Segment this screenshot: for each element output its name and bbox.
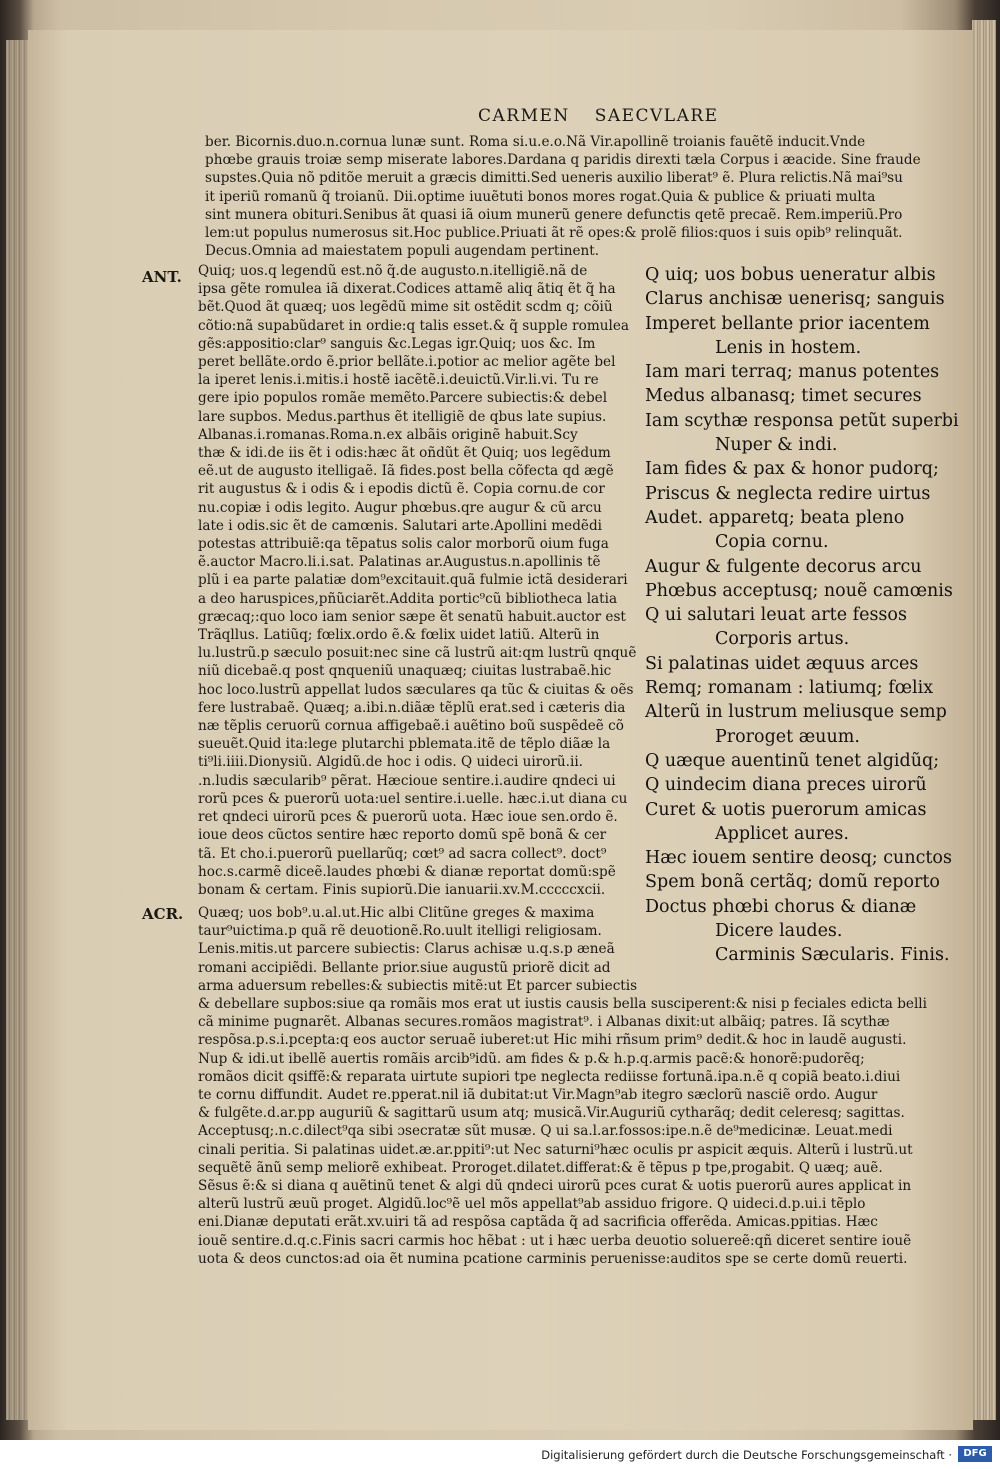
poem-verse: Q uæque auentinũ tenet algidũq; [645,750,940,771]
commentary-line: cinali peritia. Si palatinas uidet.æ.ar.ppiti⁹:ut Nec saturni⁹hæc oculis pr aspicit æquis. Alterũ i lustrũ.ut [198,1141,913,1158]
commentary-line: Trãqllus. Latiũq; fœlix.ordo ẽ.& fœlix uidet latiũ. Alterũ in [198,627,600,644]
commentary-line: niũ dicebaẽ.q post qnqueniũ unaquæq; ciuitas lustrabaẽ.hic [198,663,612,680]
commentary-line: Quæq; uos bob⁹.u.al.ut.Hic albi Clitũne greges & maxima [198,905,595,921]
commentary-line: romãos dicit qsiffẽ:& reparata uirtute supiori tpe neglecta rediisse fortunã.ipa.n.ẽ q copiã beato.i.diui [198,1068,901,1085]
commentary-line: lu.lustrũ.p sæculo posuit:nec sine cã lustrũ ait:qm lustrũ qnquẽ [198,645,637,662]
poem-verse: Medus albanasq; timet secures [645,386,922,407]
commentary-line: & fulgẽte.d.ar.pp auguriũ & sagittarũ usum atq; musicã.Vir.Auguriũ cytharãq; dedit celeresq; sagittas. [198,1105,905,1122]
commentary-line: cõtio:nã supabũdaret in ordie:q talis esset.& q̃ supple romulea [198,317,629,334]
commentary-line: Lenis.mitis.ut parcere subiectis: Clarus achisæ u.q.s.p æneã [198,941,615,958]
poem-verse: Applicet aures. [715,823,849,844]
commentary-line: bẽt.Quod ãt quæq; uos legẽdũ mime sit ostẽdit scdm q; cõiũ [198,299,613,316]
commentary-line: gere ipio populos romãe memẽto.Parcere subiectis:& debel [198,390,608,407]
poem-verse: Q uiq; uos bobus ueneratur albis [645,265,936,285]
poem-verse: Lenis in hostem. [715,337,862,358]
poem-verse: Alterũ in lustrum meliusque semp [645,702,947,723]
commentary-line: taur⁹uictima.p quã rẽ deuotionẽ.Ro.uult itelligi religiosam. [198,923,602,940]
commentary-line: rit augustus & i odis & i epodis dictũ ẽ. Copia cornu.de cor [198,481,605,498]
poem-verse: Imperet bellante prior iacentem [645,313,930,334]
commentary-line: ipsa gẽte romulea iã dixerat.Codices attamẽ aliq ãtiq ẽt q̃ ha [198,281,616,298]
margin-label-acr: ACR. [142,905,184,923]
commentary-line: tã. Et cho.i.puerorũ puellarũq; cœt⁹ ad sacra collect⁹. doct⁹ [198,845,607,862]
poem-verse: Nuper & indi. [715,435,838,456]
commentary-line: Sẽsus ẽ:& si diana q auẽtinũ tenet & algi dũ qndeci uirorũ pces curat & uotis puerorũ aures applicat in [198,1178,912,1195]
commentary-line: uota & deos cunctos:ad oia ẽt numina pcatione carminis peruenisse:auditos spe se certe domũ reuerti. [198,1250,908,1267]
poem-verse: Iam scythæ responsa petũt superbi [645,410,959,431]
commentary-top [205,133,940,260]
commentary-line: Acceptusq;.n.c.dilect⁹qa sibi ɔsecratæ sũt musæ. Q ui sa.l.ar.fossos:ipe.n.ẽ de⁹medicinæ. Leuat.medi [198,1123,893,1140]
commentary-line: Albanas.i.romanas.Roma.n.ex albãis originẽ habuit.Scy [198,426,578,443]
footer-credit: Digitalisierung gefördert durch die Deutsche Forschungsgemeinschaft · [541,1448,952,1462]
poem-verse: Priscus & neglecta redire uirtus [645,483,931,504]
poem-verse: Proroget æuum. [715,726,860,747]
dfg-logo-icon: DFG [958,1446,992,1462]
commentary-line: fere lustrabaẽ. Quæq; a.ibi.n.diãæ tẽplũ erat.sed i cæteris dia [198,699,626,716]
commentary-line: ber. Bicornis.duo.n.cornua lunæ sunt. Roma si.u.e.o.Nã Vir.apollinẽ troianis fauẽtẽ inducit.Vnde [205,134,866,150]
header-left: CARMEN [478,106,570,126]
poem-verse: Remq; romanam : latiumq; fœlix [645,678,934,699]
commentary-line: romani accipiẽdi. Bellante prior.siue augustũ priorẽ dicit ad [198,959,611,976]
commentary-line: respõsa.p.s.i.pcepta:q eos auctor seruaẽ iuberet:ut Hic mihi rñsum prim⁹ dedit.& hoc in laudẽ augusti. [198,1032,907,1049]
commentary-line: rorũ pces & puerorũ uota:uel sentire.i.uelle. hæc.i.ut diana cu [198,790,628,807]
commentary-line: Nup & idi.ut ibellẽ auertis romãis arcib⁹idũ. am fides & p.& h.p.q.armis pacẽ:& honorẽ:pudorẽq; [198,1050,865,1067]
poem-verse: Carminis Sæcularis. Finis. [715,945,950,966]
left-page-edges [6,40,28,1420]
commentary-line: peret bellãte.ordo ẽ.prior bellãte.i.potior ac melior agẽte bel [198,354,616,371]
commentary-line: arma aduersum rebelles:& subiectis mitẽ:ut Et parcer subiectis [198,977,638,994]
commentary-line: græcaq;:quo loco iam senior sæpe ẽt senatũ habuit.auctor est [198,608,626,625]
commentary-line: .n.ludis sæcularib⁹ pẽrat. Hæcioue sentire.i.audire qndeci ui [198,772,616,789]
poem-verse: Si palatinas uidet æquus arces [645,653,919,674]
poem-verse: Q ui salutari leuat arte fessos [645,605,907,626]
commentary-line: it iperiũ romanũ q̃ troianũ. Dii.optime iuuẽtuti bonos mores rogat.Quia & publice & priuati multa [205,188,876,205]
commentary-line: nu.copiæ i odis legito. Augur phœbus.qre augur & cũ arcu [198,499,602,516]
commentary-line: sint munera obituri.Senibus ãt quasi iã oium munerũ genere defunctis qetẽ precaẽ. Rem.imperiũ.Pro [205,206,903,223]
poem-verse: Doctus phœbi chorus & dianæ [645,896,917,917]
commentary-line: plũ i ea parte palatiæ dom⁹excitauit.quã fulmie ictã desiderari [198,572,628,589]
commentary-line: eni.Dianæ deputati erãt.xv.uiri tã ad respõsa captãda q̃ ad sacrificia offerẽda. Amicas.ppitias. Hæc [198,1214,878,1231]
commentary-line: phœbe grauis troiæ semp miserate labores.Dardana q paridis direxti tæla Corpus i æacide. Sine fraude [205,152,921,169]
commentary-line: te cornu diffundit. Audet re.pperat.nil iã dubitat:ut Vir.Magn⁹ab itegro sæclorũ nasciẽ ordo. Augur [198,1087,878,1104]
commentary-line: cã minime pugnarẽt. Albanas secures.romãos magistrat⁹. i Albanas dixit:ut albãiq; patres. Iã scythæ [198,1014,890,1031]
commentary-bottom [198,904,950,1268]
commentary-line: ti⁹li.iiii.Dionysiũ. Algidũ.de hoc i odis. Q uideci uirorũ.ii. [198,754,583,771]
poem-verse: Phœbus acceptusq; nouẽ camœnis [645,580,953,601]
margin-label-ant: ANT. [142,268,182,286]
commentary-line: alterũ lustrũ æuũ proget. Algidũ.loc⁹ẽ uel mõs appellat⁹ab assiduo frigore. Q uideci.d.p.ui.i tẽplo [198,1196,866,1213]
commentary-line: sequẽtẽ ãnũ semp meliorẽ exhibeat. Proroget.dilatet.differat:& ẽ tẽpus p tpe,progabit. Q uæq; auẽ. [198,1159,883,1176]
poem-verse: Copia cornu. [715,532,829,553]
commentary-line: ẽ.auctor Macro.li.i.sat. Palatinas ar.Augustus.n.apollinis tẽ [198,554,601,571]
commentary-line: a deo haruspices,pñũciarẽt.Addita portic⁹cũ bibliotheca latia [198,590,618,607]
poem-verse: Hæc iouem sentire deosq; cunctos [645,848,952,869]
right-page-edges [972,20,996,1420]
commentary-line: gẽs:appositio:clar⁹ sanguis &c.Legas igr.Quiq; uos &c. Im [198,335,596,352]
commentary-line: lare supbos. Medus.parthus ẽt itelligiẽ de qbus late supius. [198,408,607,425]
poem-verse: Corporis artus. [715,629,850,650]
commentary-line: sueuẽt.Quid ita:lege plutarchi pblemata.itẽ de tẽplo diãæ la [198,736,611,753]
running-header [478,106,737,126]
poem-verse: Iam fides & pax & honor pudorq; [645,459,939,480]
commentary-line: la iperet lenis.i.mitis.i hostẽ iacẽtẽ.i.deuictũ.Vir.li.vi. Tu re [198,372,599,389]
commentary-line: late i odis.sic ẽt de camœnis. Salutari arte.Apollini medẽdi [198,517,602,534]
poem-verse: Curet & uotis puerorum amicas [645,799,927,820]
poem-verse: Iam mari terraq; manus potentes [645,362,940,383]
commentary-line: bonam & certam. Finis supiorũ.Die ianuarii.xv.M.cccccxcii. [198,881,606,898]
poem-verse: Spem bonã certãq; domũ reporto [645,872,940,893]
poem-column [645,263,959,968]
commentary-line: ret qndeci uirorũ pces & puerorũ uota. Hæc ioue sen.ordo ẽ. [198,809,618,826]
poem-verse: Q uindecim diana preces uirorũ [645,775,927,796]
digitization-footer [0,1440,1000,1469]
commentary-line: thæ & idi.de iis ẽt i odis:hæc ãt oñdũt ẽt Quiq; uos legẽdum [198,445,611,462]
commentary-line: næ tẽplis ceruorũ cornua affigebaẽ.i auẽtino boũ suspẽdeẽ cõ [198,718,624,735]
commentary-line: eẽ.ut de augusto itelligaẽ. Iã fides.post bella cõfecta qd ægẽ [198,463,614,480]
commentary-line: hoc.s.carmẽ diceẽ.laudes phœbi & dianæ reportat domũ:spẽ [198,863,616,880]
poem-verse: Clarus anchisæ uenerisq; sanguis [645,289,945,310]
commentary-line: supstes.Quia nõ pditõe meruit a græcis dimitti.Sed ueneris auxilio liberat⁹ ẽ. Plura relictis.Nã mai⁹su [205,170,903,187]
commentary-line: hoc loco.lustrũ appellat ludos sæculares qa tũc & ciuitas & oẽs [198,681,634,698]
commentary-line: ioue deos cũctos sentire hæc reporto domũ spẽ bonã & cer [198,827,607,844]
header-right: SAECVLARE [594,106,719,126]
commentary-line: iouẽ sentire.d.q.c.Finis sacri carmis hoc hẽbat : ut i hæc uerba deuotio soluereẽ:qñ diceret sentire iouẽ [198,1232,912,1249]
commentary-line: potestas attribuiẽ:qa tẽpatus solis calor morborũ oium fuga [198,536,609,553]
poem-verse: Audet. apparetq; beata pleno [645,507,905,528]
poem-verse: Augur & fulgente decorus arcu [645,556,922,577]
commentary-left [198,262,638,899]
commentary-line: Decus.Omnia ad maiestatem populi augendam pertinent. [205,243,600,260]
commentary-line: & debellare supbos:siue qa romãis mos erat ut iustis causis bella susciperent:& nisi p feciales edicta belli [198,996,927,1013]
poem-verse: Dicere laudes. [715,921,843,942]
commentary-line: lem:ut populus numerosus sit.Hoc publice.Priuati ãt rẽ opes:& prolẽ filios:quos i suis opib⁹ relinquãt. [205,225,903,242]
commentary-line: Quiq; uos.q legendũ est.nõ q̃.de augusto.n.itelligiẽ.nã de [198,263,588,279]
